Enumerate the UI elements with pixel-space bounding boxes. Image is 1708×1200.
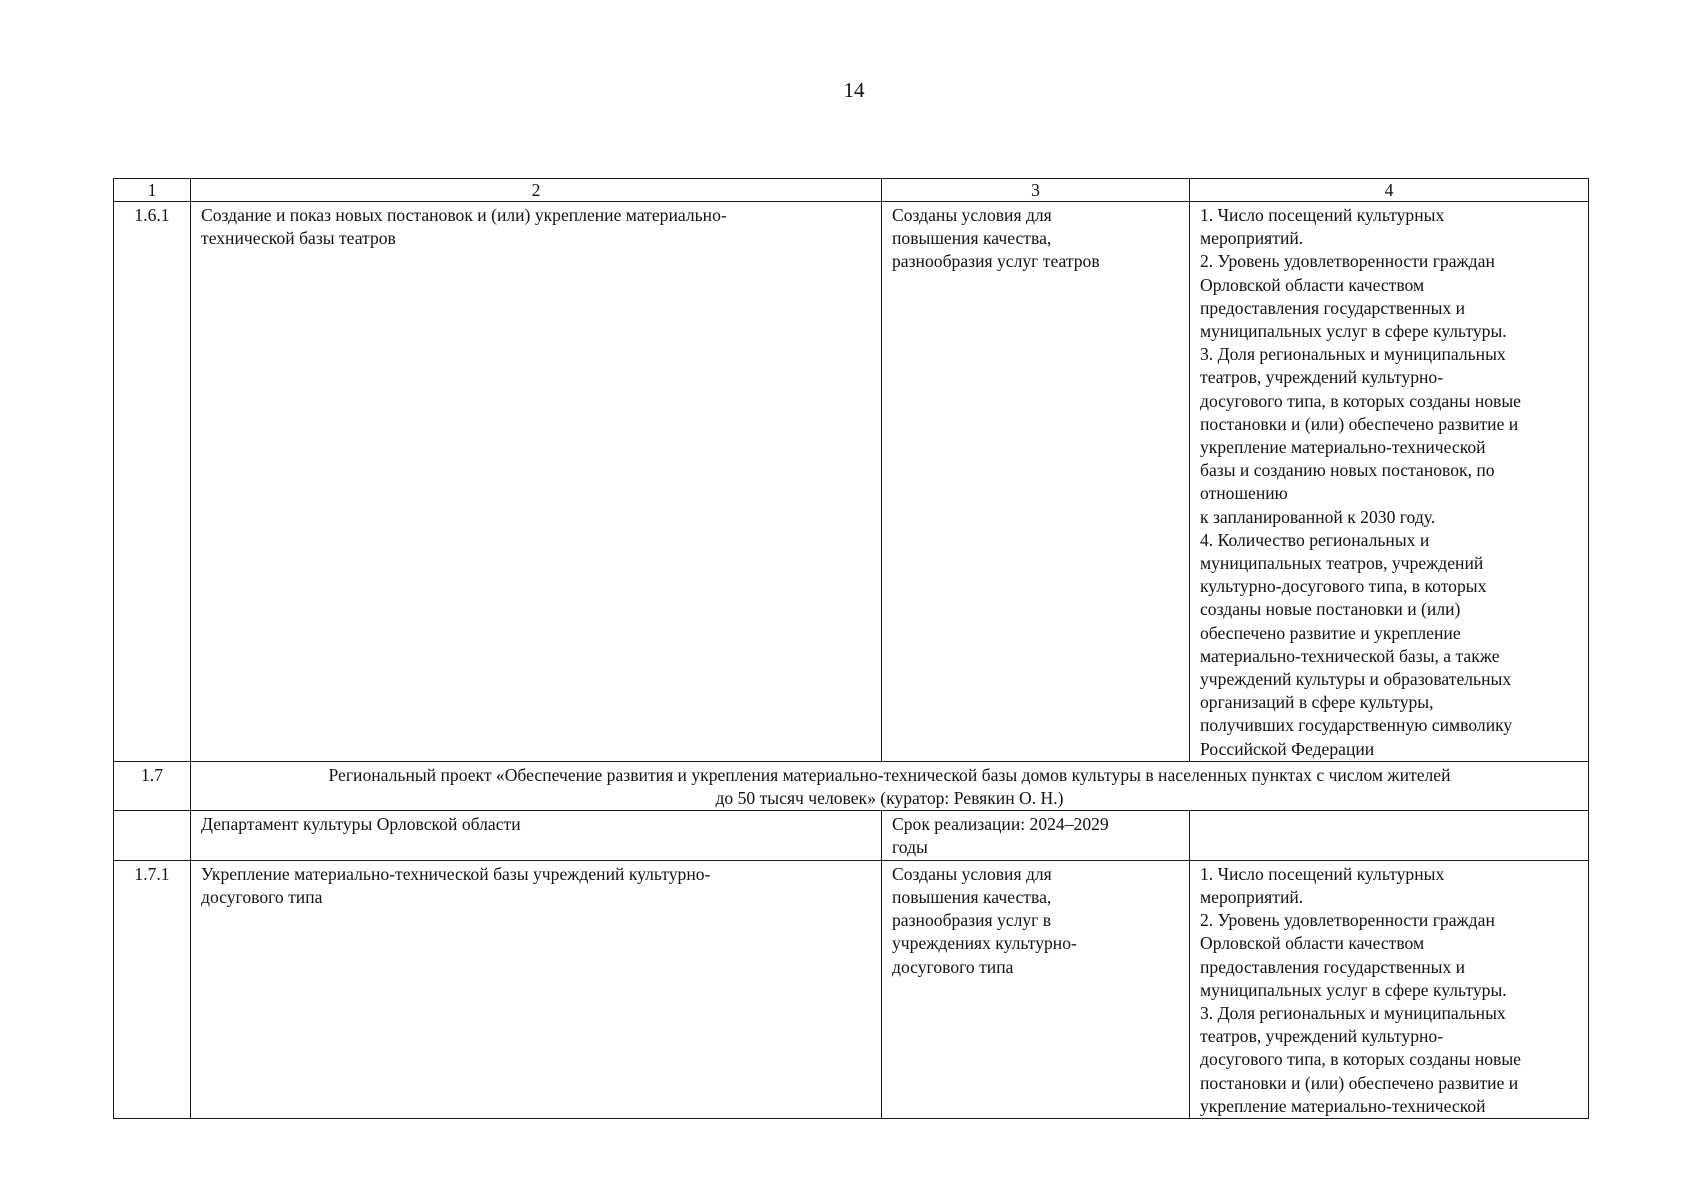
text-line: учреждениях культурно- — [892, 933, 1077, 954]
text-line: Российской Федерации — [1200, 738, 1375, 759]
event-name-cell — [191, 202, 882, 762]
text-line: Укрепление материально-технической базы учреждений культурно- — [201, 863, 711, 884]
text-line: досугового типа, в которых созданы новые — [1200, 390, 1521, 411]
text-line: 4. Количество региональных и — [1200, 529, 1430, 550]
text-line: обеспечено развитие и укрепление — [1200, 622, 1461, 643]
text-line: театров, учреждений культурно- — [1200, 1026, 1444, 1047]
text-line: предоставления государственных и — [1200, 297, 1466, 318]
text-line: повышения качества, — [892, 228, 1052, 249]
text-line: Срок реализации: 2024–2029 — [892, 814, 1109, 835]
header-col-4: 4 — [1190, 179, 1589, 202]
row-number: 1.7 — [114, 761, 191, 810]
text-line: разнообразия услуг в — [892, 910, 1052, 931]
text-line: 3. Доля региональных и муниципальных — [1200, 1002, 1506, 1023]
text-line: созданы новые постановки и (или) — [1200, 599, 1461, 620]
header-col-3: 3 — [882, 179, 1190, 202]
text-line: годы — [892, 837, 928, 858]
text-line: 1. Число посещений культурных — [1200, 863, 1445, 884]
text-line: технической базы театров — [201, 228, 396, 249]
table-row-department — [114, 811, 1589, 860]
text-line: получивших государственную символику — [1200, 715, 1513, 736]
table-row-1-7 — [114, 761, 1589, 810]
text-line: досугового типа — [892, 956, 1014, 977]
text-line: досугового типа — [201, 886, 323, 907]
text-line: постановки и (или) обеспечено развитие и — [1200, 413, 1519, 434]
page-number: 14 — [843, 78, 865, 102]
header-col-1: 1 — [114, 179, 191, 202]
text-line: укрепление материально-технической — [1200, 1095, 1486, 1116]
document-table — [113, 178, 1589, 1119]
text-line: досугового типа, в которых созданы новые — [1200, 1049, 1521, 1070]
event-name-cell — [191, 860, 882, 1118]
expected-result-cell — [882, 860, 1190, 1118]
table-row-1-6-1 — [114, 202, 1589, 762]
text-line: базы и созданию новых постановок, по — [1200, 460, 1495, 481]
header-col-2: 2 — [191, 179, 882, 202]
text-line: отношению — [1200, 483, 1288, 504]
empty-cell — [1190, 811, 1589, 860]
text-line: укрепление материально-технической — [1200, 437, 1486, 458]
text-line: Созданы условия для — [892, 863, 1052, 884]
text-line: муниципальных театров, учреждений — [1200, 553, 1484, 574]
text-line: повышения качества, — [892, 886, 1052, 907]
text-line: муниципальных услуг в сфере культуры. — [1200, 979, 1507, 1000]
table-header-row — [114, 179, 1589, 202]
text-line: до 50 тысяч человек» (куратор: Ревякин О. Н.) — [715, 788, 1064, 809]
text-line: предоставления государственных и — [1200, 956, 1466, 977]
text-line: Орловской области качеством — [1200, 274, 1425, 295]
table-row-1-7-1 — [114, 860, 1589, 1118]
text-line: постановки и (или) обеспечено развитие и — [1200, 1072, 1519, 1093]
expected-result-cell — [882, 202, 1190, 762]
text-line: муниципальных услуг в сфере культуры. — [1200, 321, 1507, 342]
text-line: Созданы условия для — [892, 205, 1052, 225]
text-line: театров, учреждений культурно- — [1200, 367, 1444, 388]
text-line: учреждений культуры и образовательных — [1200, 669, 1512, 690]
text-line: 2. Уровень удовлетворенности граждан — [1200, 251, 1495, 272]
row-number: 1.7.1 — [114, 860, 191, 1118]
text-line: материально-технической базы, а также — [1200, 645, 1500, 666]
row-number: 1.6.1 — [114, 202, 191, 762]
text-line: Создание и показ новых постановок и (или) укрепление материально- — [201, 205, 727, 225]
text-line: 2. Уровень удовлетворенности граждан — [1200, 910, 1495, 931]
text-line: разнообразия услуг театров — [892, 251, 1100, 272]
text-line: Региональный проект «Обеспечение развития и укрепления материально-технической базы домов культуры в населенных пунктах с числом жителей — [328, 764, 1451, 785]
text-line: Департамент культуры Орловской области — [201, 814, 521, 835]
text-line: 1. Число посещений культурных — [1200, 205, 1445, 225]
text-line: мероприятий. — [1200, 228, 1304, 249]
indicators-cell — [1190, 860, 1589, 1118]
text-line: мероприятий. — [1200, 886, 1304, 907]
row-number — [114, 811, 191, 860]
indicators-cell — [1190, 202, 1589, 762]
regional-project-title — [191, 761, 1589, 810]
text-line: к запланированной к 2030 году. — [1200, 506, 1436, 527]
responsible-department-cell — [191, 811, 882, 860]
text-line: культурно-досугового типа, в которых — [1200, 576, 1487, 597]
text-line: Орловской области качеством — [1200, 933, 1425, 954]
text-line: 3. Доля региональных и муниципальных — [1200, 344, 1506, 365]
implementation-period-cell — [882, 811, 1190, 860]
text-line: организаций в сфере культуры, — [1200, 692, 1434, 713]
